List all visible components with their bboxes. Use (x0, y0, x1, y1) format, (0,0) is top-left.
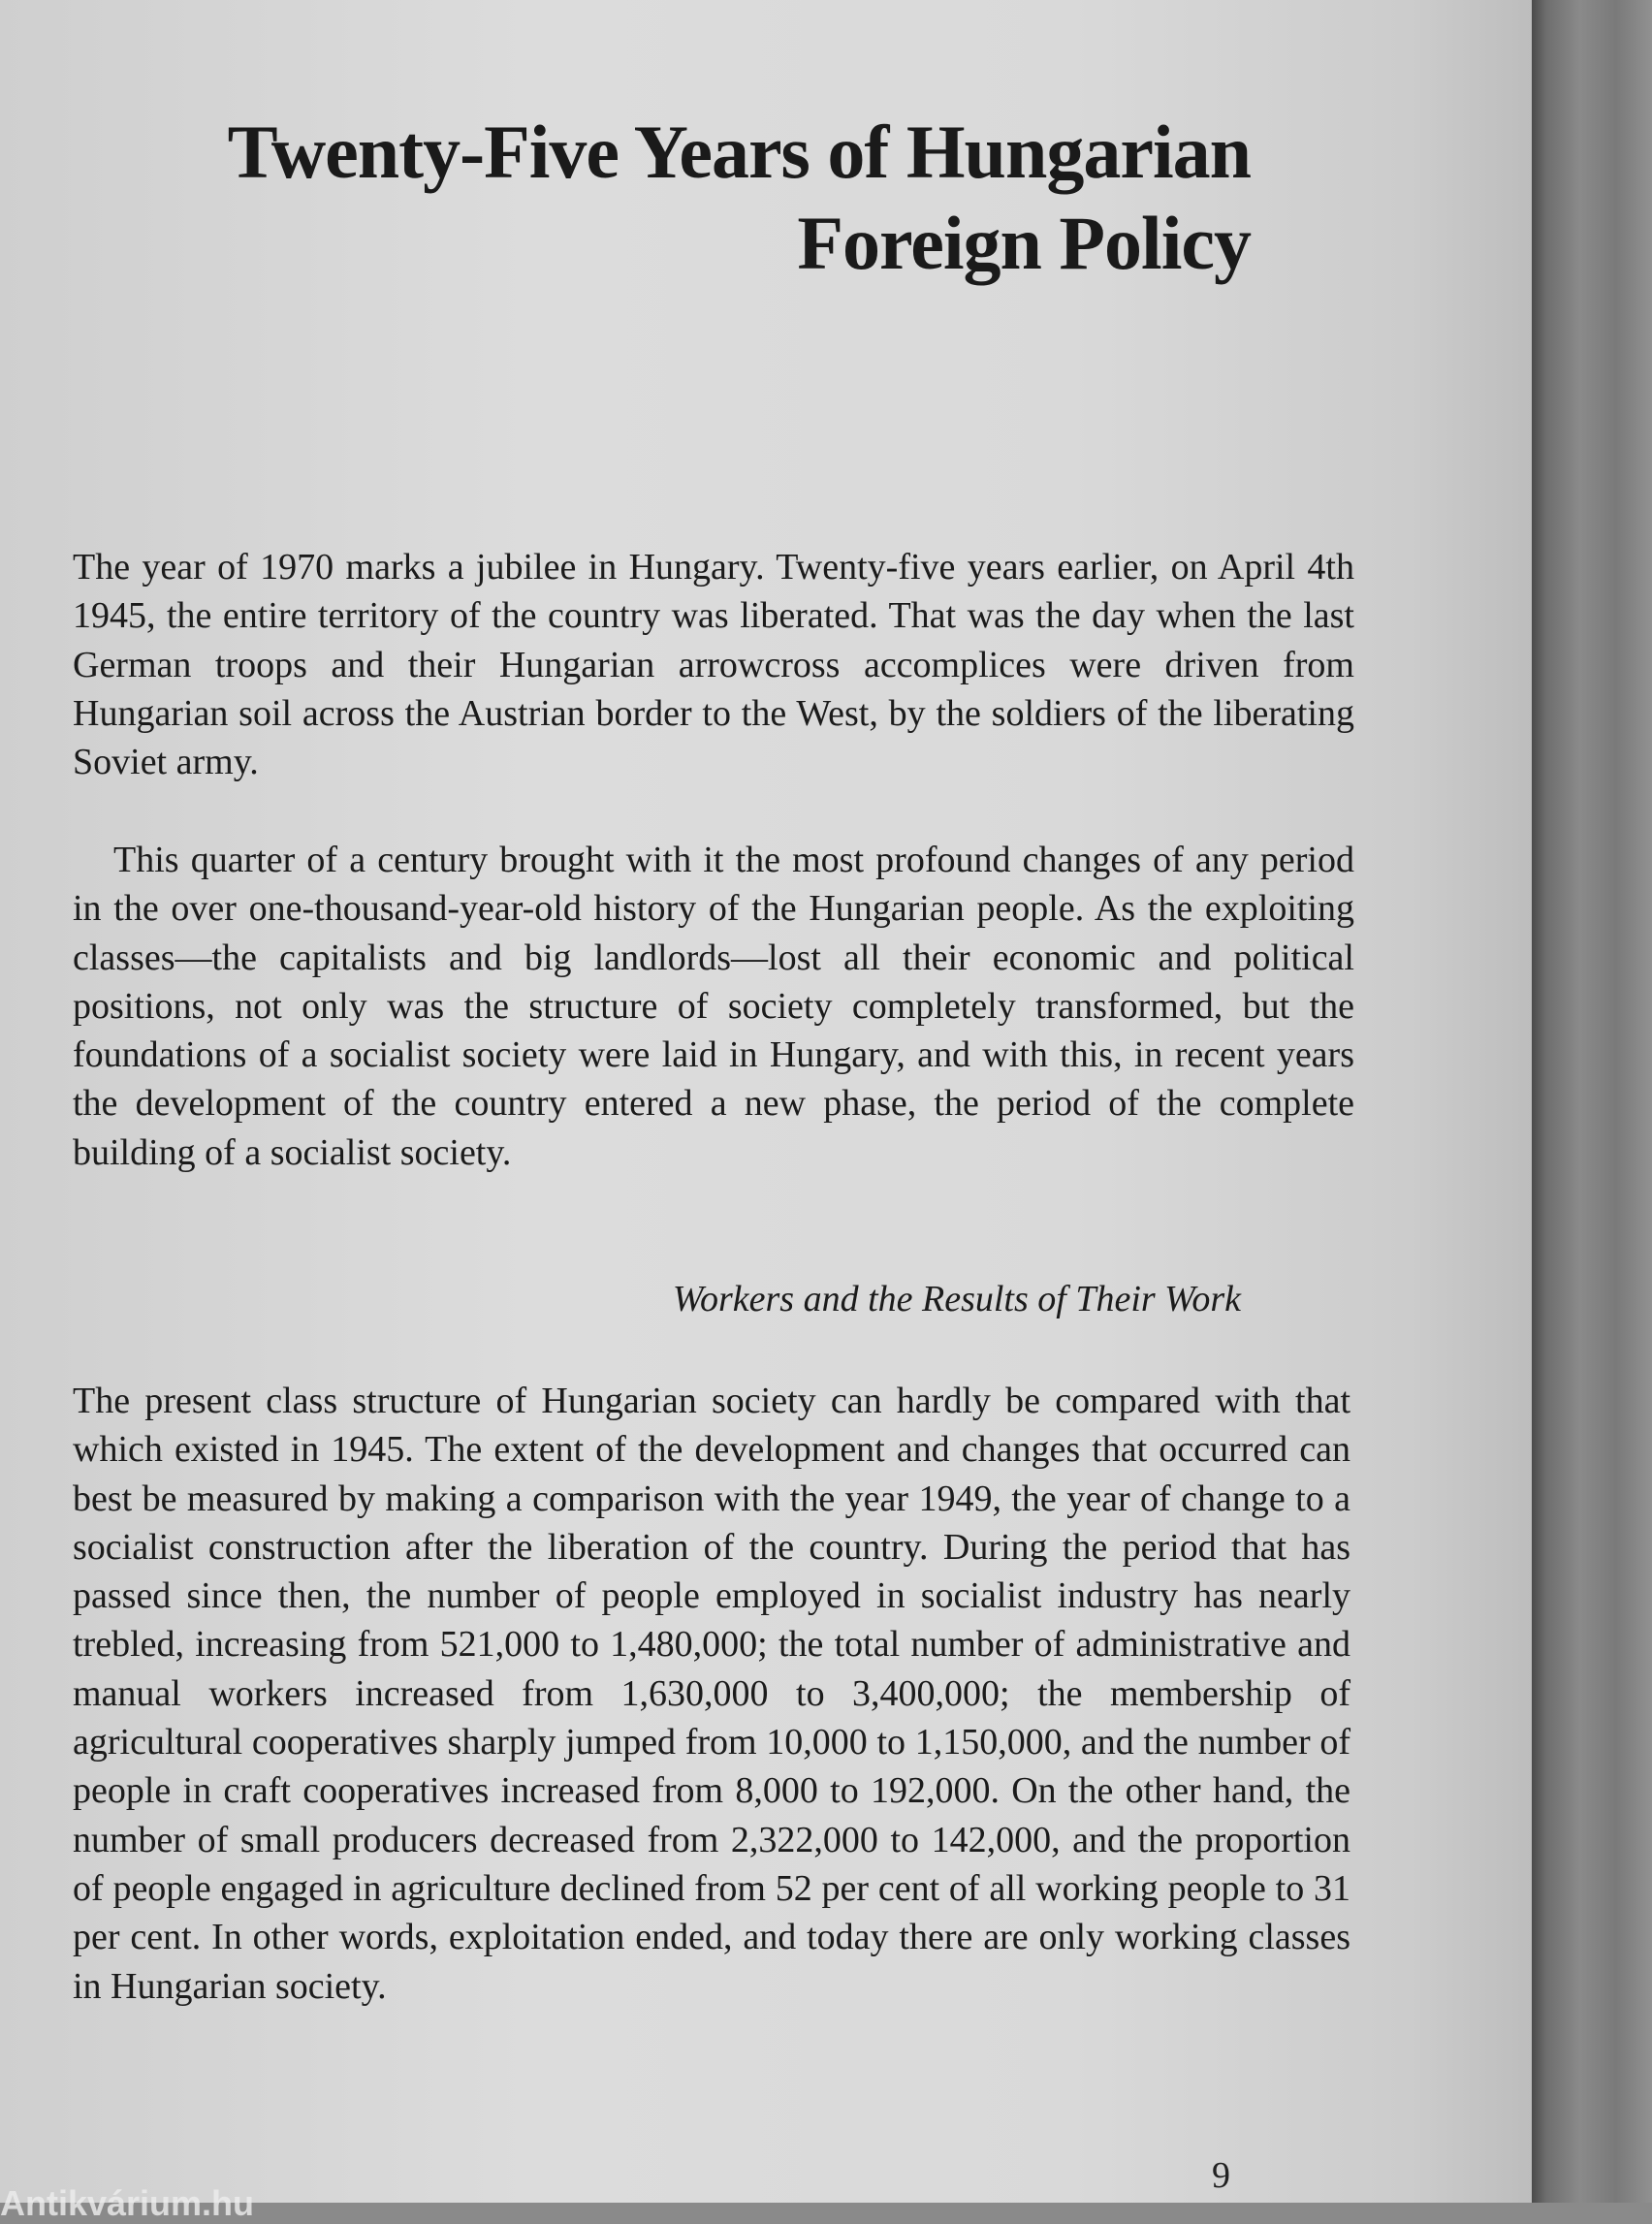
watermark: Antikvárium.hu (0, 2183, 255, 2223)
paragraph-2: This quarter of a century brought with it the most profound changes of any period in the over one-thousand-year-old history of the Hungarian people. As the exploiting classes—the capitalists and big landlords—lost all their economic and political positions, not only was the structure of society completely transformed, but the foundations of a socialist society were laid in Hungary, and with this, in recent years the development of the country entered a new phase, the period of the complete building of a socialist society. (73, 840, 1354, 1173)
chapter-title-line-2: Foreign Policy (797, 201, 1251, 286)
intro-paragraph (73, 543, 1354, 786)
chapter-title-line-1: Twenty-Five Years of Hungarian (227, 110, 1251, 195)
page-number: 9 (1212, 2155, 1230, 2196)
section-subheading: Workers and the Results of Their Work (672, 1279, 1241, 1319)
paragraph-3: The present class structure of Hungarian society can hardly be compared with that which existed in 1945. The extent of the development and changes that occurred can best be measured by making a comparison with the year 1949, the year of change to a socialist construction after the liberation of the country. During the period that has passed since then, the number of people employed in socialist industry has nearly trebled, increasing from 521,000 to 1,480,000; the total number of administrative and manual workers increased from 1,630,000 to 3,400,000; the membership of agricultural cooperatives sharply jumped from 10,000 to 1,150,000, and the number of people in craft cooperatives increased from 8,000 to 192,000. On the other hand, the number of small producers decreased from 2,322,000 to 142,000, and the proportion of people engaged in agriculture declined from 52 per cent of all working people to 31 per cent. In other words, exploitation ended, and today there are only working classes in Hungarian society. (73, 1381, 1350, 2007)
third-paragraph (73, 1377, 1350, 2011)
paragraph-1: The year of 1970 marks a jubilee in Hungary. Twenty-five years earlier, on April 4th 1945, the entire territory of the country was liberated. That was the day when the last German troops and their Hungarian arrowcross accomplices were driven from Hungarian soil across the Austrian border to the West, by the soldiers of the liberating Soviet army. (73, 547, 1354, 783)
book-spine-edge (1532, 0, 1652, 2203)
chapter-title (184, 107, 1251, 289)
second-paragraph (73, 836, 1354, 1177)
